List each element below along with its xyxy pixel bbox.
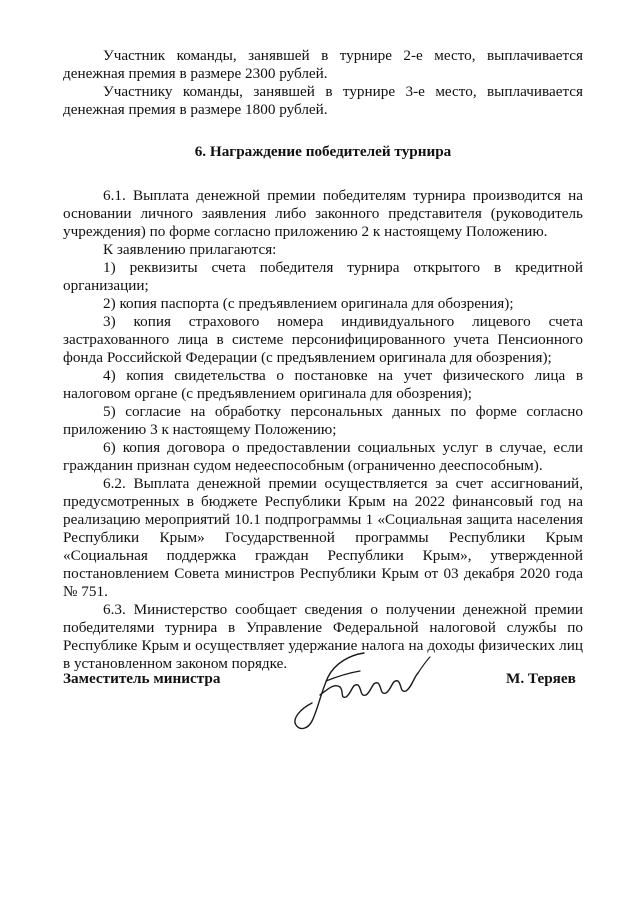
list-item-5: 5) согласие на обработку персональных данных по форме согласно приложению 3 к настоящему Положению; (63, 403, 583, 438)
list-item-2: 2) копия паспорта (с предъявлением оригинала для обозрения); (103, 295, 514, 312)
section-heading: 6. Награждение победителей турнира (194, 143, 452, 160)
document-body (63, 47, 583, 673)
paragraph-second-place-prize: Участник команды, занявшей в турнире 2-е место, выплачивается денежная премия в размере 2300 рублей. (63, 47, 583, 82)
list-item-6: 6) копия договора о предоставлении социальных услуг в случае, если гражданин признан судом недееспособным (ограниченно дееспособным). (63, 439, 583, 474)
handwritten-signature (290, 643, 440, 733)
paragraph-third-place-prize: Участнику команды, занявшей в турнире 3-е место, выплачивается денежная премия в размере 1800 рублей. (63, 83, 583, 118)
paragraph-6-2: 6.2. Выплата денежной премии осуществляется за счет ассигнований, предусмотренных в бюджете Республики Крым на 2022 финансовый год на реализацию мероприятий 10.1 подпрограммы 1 «Социальная защита населения Республики Крым» Государственной программы Республики Крым «Социальная поддержка граждан Республики Крым», утвержденной постановлением Совета министров Республики Крым от 03 декабря 2020 года № 751. (63, 475, 583, 600)
attachments-intro: К заявлению прилагаются: (103, 241, 277, 258)
paragraph-6-1: 6.1. Выплата денежной премии победителям турнира производится на основании личного заявления либо законного представителя (руководитель учреждения) по форме согласно приложению 2 к настоящему Положению. (63, 187, 583, 240)
signatory-position: Заместитель министра (63, 670, 221, 687)
list-item-1: 1) реквизиты счета победителя турнира открытого в кредитной организации; (63, 259, 583, 294)
list-item-3: 3) копия страхового номера индивидуального лицевого счета застрахованного лица в системе персонифицированного учета Пенсионного фонда Российской Федерации (с предъявлением оригинала для обозрения); (63, 313, 583, 366)
signatory-name: М. Теряев (506, 670, 576, 687)
list-item-4: 4) копия свидетельства о постановке на учет физического лица в налоговом органе (с предъявлением оригинала для обозрения); (63, 367, 583, 402)
paragraph-6-3: 6.3. Министерство сообщает сведения о получении денежной премии победителями турнира в Управление Федеральной налоговой службы по Республике Крым и осуществляет удержание налога на доходы физических лиц в установленном законом порядке. (63, 601, 583, 672)
